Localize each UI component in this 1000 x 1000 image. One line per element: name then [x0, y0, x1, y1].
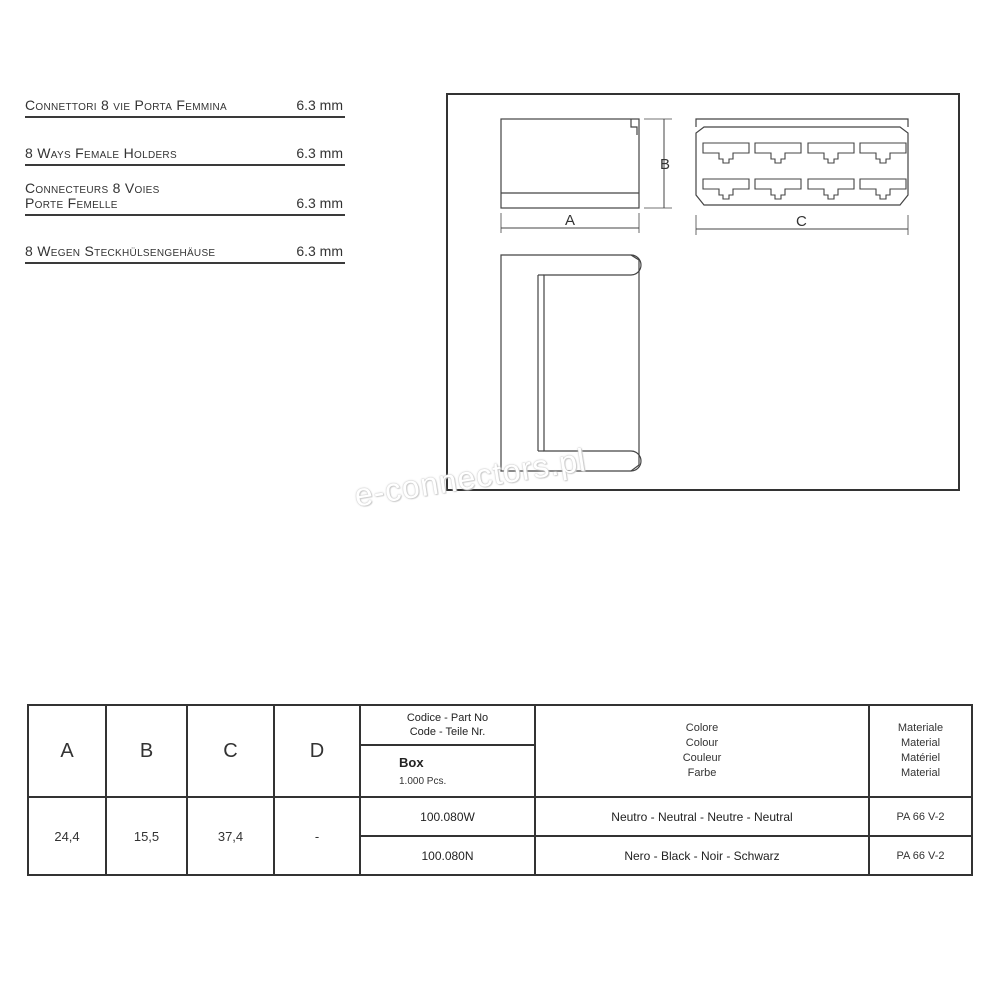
- dim-c-label: C: [796, 213, 807, 230]
- header-material-fr: Matériel: [900, 752, 941, 764]
- header-material: [869, 705, 972, 797]
- dim-b-label: B: [660, 156, 671, 173]
- side-view: [501, 119, 672, 233]
- cavity-6: [755, 179, 801, 199]
- dim-c-value: 37,4: [187, 797, 274, 875]
- technical-drawing: [446, 93, 960, 491]
- title-french: [25, 176, 345, 216]
- box-label: Box: [399, 755, 424, 770]
- cavity-8: [860, 179, 906, 199]
- header-material-en: Material: [900, 737, 941, 749]
- bottom-view: [501, 255, 641, 471]
- title-english-size: 6.3 mm: [296, 145, 343, 161]
- header-c: C: [187, 705, 274, 797]
- title-english: [25, 140, 345, 166]
- header-colour-fr: Couleur: [682, 752, 722, 764]
- watermark: e-connectors.pl: [352, 441, 589, 514]
- dim-a-value: 24,4: [28, 797, 106, 875]
- title-german: [25, 238, 345, 264]
- header-code-line1: Codice - Part No: [406, 712, 489, 724]
- cavity-3: [808, 143, 854, 163]
- spec-table: [27, 704, 973, 876]
- cavity-1: [703, 143, 749, 163]
- title-italian-label: Connettori 8 vie Porta Femmina: [25, 97, 228, 113]
- material-black: PA 66 V-2: [869, 836, 972, 875]
- title-french-line2: Porte Femelle: [25, 195, 118, 211]
- header-colour-de: Farbe: [687, 767, 717, 779]
- drawing-svg: [448, 95, 962, 493]
- part-code-black: 100.080N: [360, 836, 535, 875]
- dim-b-value: 15,5: [106, 797, 187, 875]
- header-colour-en: Colour: [685, 737, 719, 749]
- header-box: [360, 745, 535, 797]
- cavity-2: [755, 143, 801, 163]
- title-italian-size: 6.3 mm: [296, 97, 343, 113]
- title-french-size: 6.3 mm: [296, 195, 343, 211]
- header-material-de: Material: [900, 767, 941, 779]
- header-d: D: [274, 705, 360, 797]
- part-code-neutral: 100.080W: [360, 797, 535, 836]
- title-german-size: 6.3 mm: [296, 243, 343, 259]
- title-french-line1: Connecteurs 8 Voies: [25, 180, 160, 196]
- cavity-group: [703, 143, 906, 199]
- title-german-label: 8 Wegen Steckhülsengehäuse: [25, 243, 216, 259]
- material-neutral: PA 66 V-2: [869, 797, 972, 836]
- colour-neutral: Neutro - Neutral - Neutre - Neutral: [535, 797, 869, 836]
- header-code: [360, 705, 535, 745]
- header-colour: [535, 705, 869, 797]
- header-colour-it: Colore: [685, 722, 719, 734]
- cavity-7: [808, 179, 854, 199]
- title-english-label: 8 Ways Female Holders: [25, 145, 177, 161]
- colour-black: Nero - Black - Noir - Schwarz: [535, 836, 869, 875]
- header-b: B: [106, 705, 187, 797]
- box-quantity: 1.000 Pcs.: [399, 776, 447, 787]
- dim-d-value: -: [274, 797, 360, 875]
- dim-a-label: A: [565, 212, 576, 229]
- header-code-line2: Code - Teile Nr.: [409, 726, 486, 738]
- title-italian: [25, 92, 345, 118]
- header-a: A: [28, 705, 106, 797]
- cavity-5: [703, 179, 749, 199]
- header-material-it: Materiale: [897, 722, 944, 734]
- cavity-4: [860, 143, 906, 163]
- title-french-label: [25, 181, 160, 211]
